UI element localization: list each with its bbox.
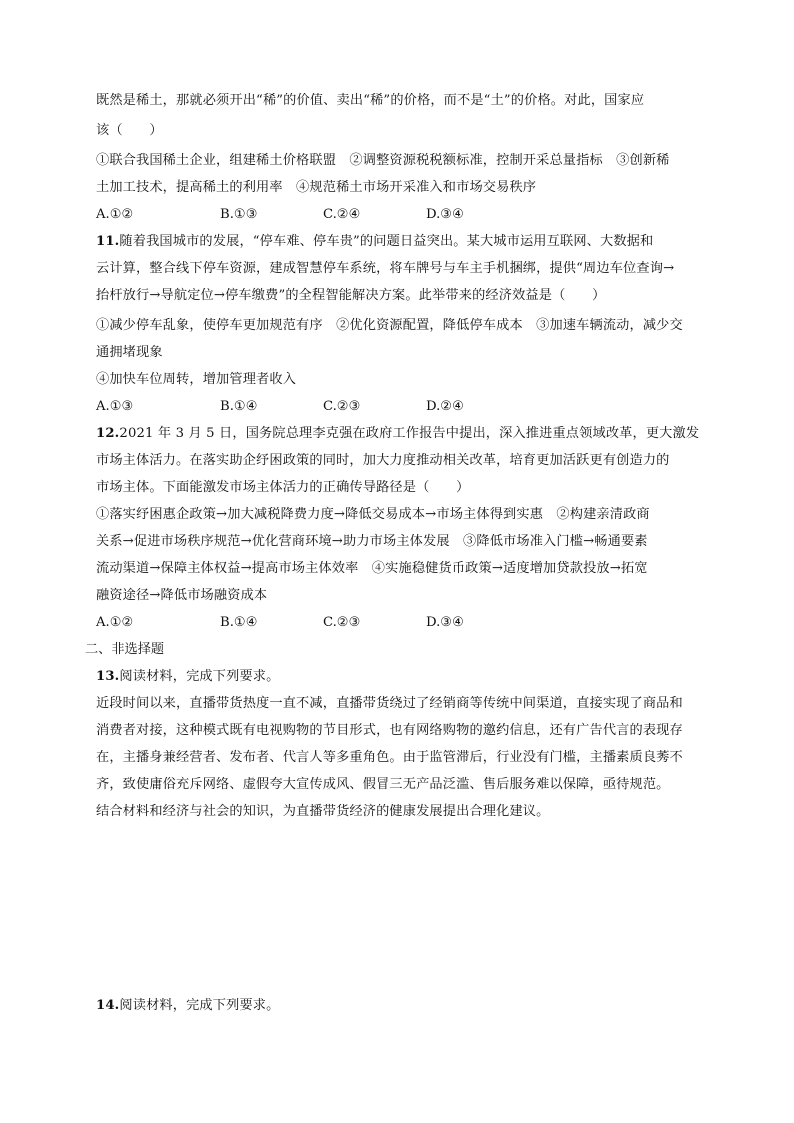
- q12-line-4: ①落实纾困惠企政策→加大减税降费力度→降低交易成本→市场主体得到实惠 ②构建亲清政商: [96, 507, 650, 522]
- q13-material-line-3: 在，主播身兼经营者、发布者、代言人等多重角色。由于监管滞后，行业没有门槛，主播素质良莠不: [96, 750, 683, 765]
- q11-number: 11.: [96, 234, 120, 249]
- q10-line-3: ①联合我国稀土企业，组建稀土价格联盟 ②调整资源税税额标准，控制开采总量指标 ③创新稀: [96, 153, 670, 168]
- q13-material-line-1: 近段时间以来，直播带货热度一直不减，直播带货绕过了经销商等传统中间渠道，直接实现了商品和: [96, 696, 683, 711]
- q13-prompt: [96, 668, 706, 686]
- q11-option-d[interactable]: D.②④: [426, 399, 464, 414]
- q10-option-b[interactable]: B.①③: [220, 207, 258, 222]
- q12-line-3: 市场主体。下面能激发市场主体活力的正确传导路径是（ ）: [96, 480, 470, 495]
- q12-line-5: 关系→促进市场秩序规范→优化营商环境→助力市场主体发展 ③降低市场准入门槛→畅通要素: [96, 534, 648, 549]
- q12-line-6: 流动渠道→保障主体权益→提高市场主体效率 ④实施稳健货币政策→适度增加贷款投放→拓宽: [96, 561, 648, 576]
- q12-line-1: [96, 425, 706, 443]
- q11-line-1: [96, 233, 706, 251]
- q13-number: 13.: [96, 669, 120, 684]
- q10-line-2: 该（ ）: [96, 123, 163, 138]
- q10-line-4: 土加工技术，提高稀土的利用率 ④规范稀土市场开采准入和市场交易秩序: [96, 180, 537, 195]
- q14-number: 14.: [96, 998, 120, 1013]
- q12-option-d[interactable]: D.③④: [426, 615, 464, 630]
- q12-line-2: 市场主体活力。在落实助企纾困政策的同时，加大力度推动相关改革，培育更加活跃更有创造力的: [96, 453, 670, 468]
- section-heading: 二、非选择题: [85, 642, 165, 657]
- q10-option-d[interactable]: D.③④: [426, 207, 464, 222]
- q11-stem-1: 随着我国城市的发展，“停车难、停车贵”的问题日益突出。某大城市运用互联网、大数据和: [119, 234, 654, 249]
- q13-material-line-4: 齐，致使庸俗充斥网络、虚假夸大宣传成风、假冒三无产品泛滥、售后服务难以保障，亟待规范。: [96, 777, 670, 792]
- q12-option-c[interactable]: C.②③: [323, 615, 361, 630]
- q12-line-7: 融资途径→降低市场融资成本: [96, 588, 268, 603]
- q14-prompt-text: 阅读材料，完成下列要求。: [119, 998, 280, 1013]
- q13-prompt-text: 阅读材料，完成下列要求。: [119, 669, 280, 684]
- q10-option-c[interactable]: C.②④: [323, 207, 361, 222]
- q11-option-b[interactable]: B.①④: [220, 399, 258, 414]
- q11-option-c[interactable]: C.②③: [323, 399, 361, 414]
- q12-option-a[interactable]: A.①②: [96, 615, 134, 630]
- q11-line-5: 通拥堵现象: [96, 345, 163, 360]
- q11-line-4: ①减少停车乱象，使停车更加规范有序 ②优化资源配置，降低停车成本 ③加速车辆流动，减少交: [96, 318, 683, 333]
- q11-option-a[interactable]: A.①③: [96, 399, 134, 414]
- q14-prompt: [96, 997, 706, 1015]
- q10-option-a[interactable]: A.①②: [96, 207, 134, 222]
- q10-line-1: 既然是稀土，那就必须开出“稀”的价值、卖出“稀”的价格，而不是“土”的价格。对此，国家应: [96, 93, 645, 108]
- q11-line-3: 抬杆放行→导航定位→停车缴费”的全程智能解决方案。此举带来的经济效益是（ ）: [96, 288, 606, 303]
- q11-line-2: 云计算，整合线下停车资源，建成智慧停车系统，将车牌号与车主手机捆绑，提供“周边车位查询→: [96, 261, 675, 276]
- q13-requirement: 结合材料和经济与社会的知识，为直播带货经济的健康发展提出合理化建议。: [96, 804, 550, 819]
- q13-material-line-2: 消费者对接，这种模式既有电视购物的节目形式，也有网络购物的邀约信息，还有广告代言的表现存: [96, 723, 683, 738]
- q12-option-b[interactable]: B.①④: [220, 615, 258, 630]
- q12-stem-1: 2021 年 3 月 5 日，国务院总理李克强在政府工作报告中提出，深入推进重点领域改革，更大激发: [119, 426, 700, 441]
- q12-number: 12.: [96, 426, 120, 441]
- q11-line-6: ④加快车位周转，增加管理者收入: [96, 372, 297, 387]
